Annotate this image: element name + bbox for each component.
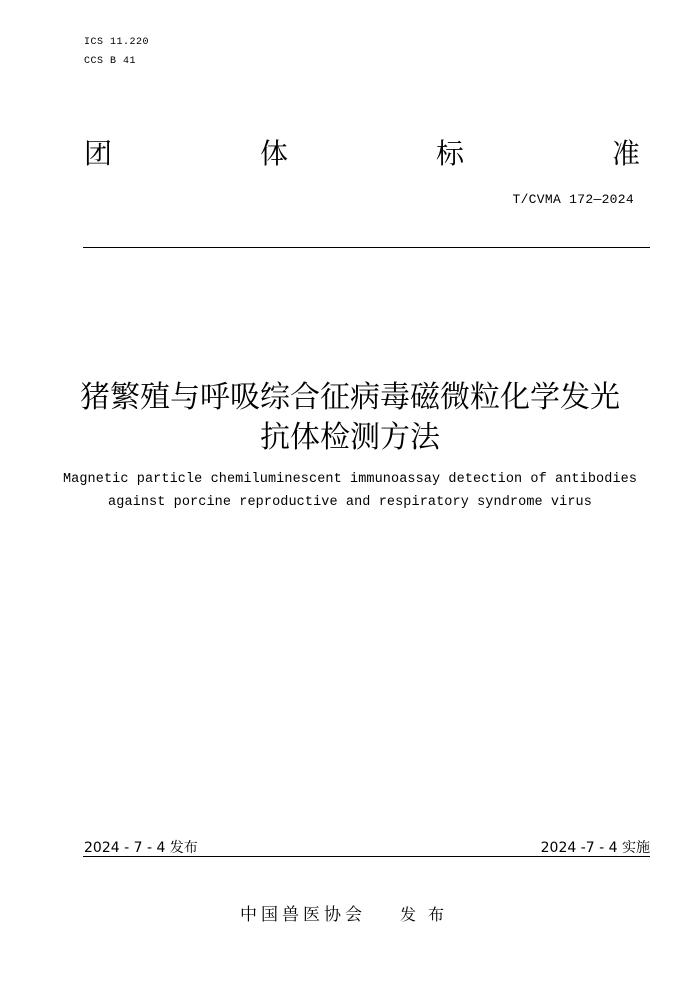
publisher-action: 发布 xyxy=(400,905,457,924)
standard-code: T/CVMA 172—2024 xyxy=(512,192,634,207)
chinese-title-line-2: 抗体检测方法 xyxy=(260,420,440,455)
ics-code: ICS 11.220 xyxy=(84,37,150,48)
standard-type-char: 标 xyxy=(435,137,464,170)
standard-type-title xyxy=(84,136,640,172)
standard-type-char: 团 xyxy=(84,137,113,170)
issue-date: 2024 - 7 - 4 发布 xyxy=(84,840,198,856)
top-divider xyxy=(83,247,650,248)
chinese-title xyxy=(40,378,660,458)
publisher-organization: 中国兽医协会 xyxy=(240,905,366,925)
implementation-date: 2024 -7 - 4 实施 xyxy=(540,840,650,856)
english-title-line-1: Magnetic particle chemiluminescent immunoassay detection of antibodies xyxy=(62,472,638,487)
english-title-line-2: against porcine reproductive and respiratory syndrome virus xyxy=(108,495,592,510)
chinese-title-line-1: 猪繁殖与呼吸综合征病毒磁微粒化学发光 xyxy=(80,380,620,415)
standard-type-char: 体 xyxy=(259,137,288,170)
publisher xyxy=(240,900,456,925)
standard-type-char: 准 xyxy=(611,137,640,170)
ccs-code: CCS B 41 xyxy=(84,56,137,67)
english-title xyxy=(40,468,660,514)
bottom-divider xyxy=(83,856,650,857)
